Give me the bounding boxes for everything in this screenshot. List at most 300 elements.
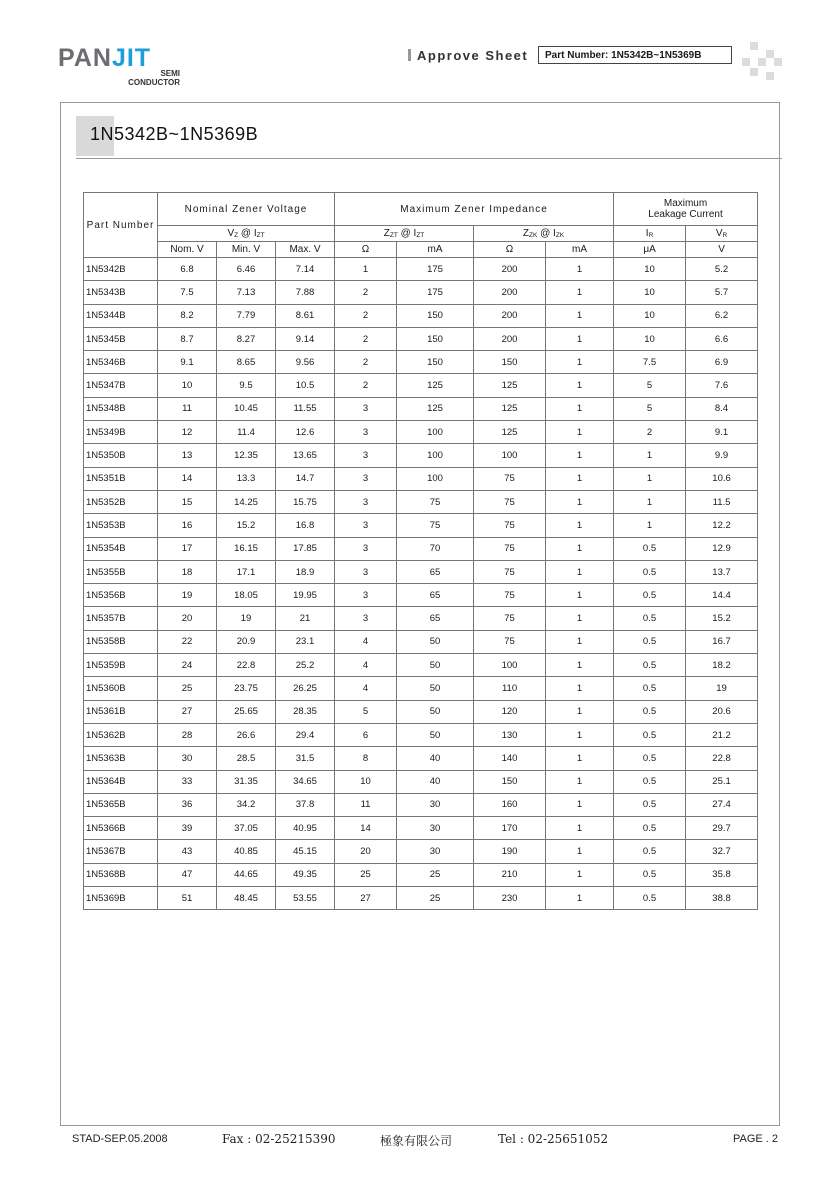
table-cell: 210 — [474, 863, 546, 886]
part-number-cell: 1N5357B — [84, 607, 158, 630]
table-cell: 1 — [546, 374, 614, 397]
table-cell: 20 — [158, 607, 217, 630]
table-cell: 15.2 — [686, 607, 758, 630]
table-row — [84, 630, 758, 653]
table-cell: 0.5 — [614, 584, 686, 607]
table-cell: 30 — [158, 747, 217, 770]
page-title: 1N5342B~1N5369B — [90, 124, 259, 144]
table-cell: 10 — [614, 327, 686, 350]
table-cell: 11 — [335, 793, 397, 816]
table-cell: 22 — [158, 630, 217, 653]
table-cell: 125 — [474, 397, 546, 420]
table-cell: 21.2 — [686, 723, 758, 746]
table-cell: 75 — [474, 560, 546, 583]
table-cell: 16.15 — [217, 537, 276, 560]
approve-sheet-label: Approve Sheet — [408, 48, 528, 63]
table-cell: 14 — [158, 467, 217, 490]
table-cell: 1 — [614, 490, 686, 513]
table-cell: 7.88 — [276, 281, 335, 304]
unit-cell: mA — [397, 242, 474, 258]
table-cell: 10.5 — [276, 374, 335, 397]
table-cell: 125 — [474, 374, 546, 397]
table-cell: 19.95 — [276, 584, 335, 607]
part-number-cell: 1N5345B — [84, 327, 158, 350]
table-cell: 3 — [335, 537, 397, 560]
table-cell: 50 — [397, 630, 474, 653]
table-cell: 1 — [614, 467, 686, 490]
part-number-cell: 1N5366B — [84, 817, 158, 840]
table-cell: 0.5 — [614, 630, 686, 653]
part-number-cell: 1N5360B — [84, 677, 158, 700]
table-cell: 14.7 — [276, 467, 335, 490]
zener-spec-table — [83, 192, 758, 910]
table-cell: 0.5 — [614, 863, 686, 886]
decorative-squares-icon — [742, 42, 782, 82]
table-row — [84, 887, 758, 910]
table-cell: 8.27 — [217, 327, 276, 350]
table-cell: 29.7 — [686, 817, 758, 840]
table-cell: 28.35 — [276, 700, 335, 723]
table-cell: 1 — [546, 723, 614, 746]
table-cell: 40.85 — [217, 840, 276, 863]
table-cell: 18.05 — [217, 584, 276, 607]
table-cell: 18.9 — [276, 560, 335, 583]
table-cell: 15 — [158, 490, 217, 513]
table-cell: 23.75 — [217, 677, 276, 700]
part-number-cell: 1N5350B — [84, 444, 158, 467]
unit-cell: Max. V — [276, 242, 335, 258]
table-cell: 1 — [335, 258, 397, 281]
table-row — [84, 700, 758, 723]
table-cell: 25 — [158, 677, 217, 700]
table-cell: 25 — [397, 863, 474, 886]
table-cell: 4 — [335, 630, 397, 653]
part-number-cell: 1N5349B — [84, 421, 158, 444]
table-cell: 0.5 — [614, 607, 686, 630]
table-cell: 13 — [158, 444, 217, 467]
table-cell: 36 — [158, 793, 217, 816]
table-cell: 5 — [335, 700, 397, 723]
table-cell: 32.7 — [686, 840, 758, 863]
table-cell: 2 — [614, 421, 686, 444]
table-row — [84, 490, 758, 513]
table-cell: 2 — [335, 281, 397, 304]
table-cell: 200 — [474, 281, 546, 304]
table-cell: 9.5 — [217, 374, 276, 397]
table-row — [84, 258, 758, 281]
table-row — [84, 770, 758, 793]
table-cell: 16.8 — [276, 514, 335, 537]
table-cell: 10 — [614, 281, 686, 304]
unit-cell: V — [686, 242, 758, 258]
table-cell: 8.4 — [686, 397, 758, 420]
table-cell: 190 — [474, 840, 546, 863]
unit-cell: Nom. V — [158, 242, 217, 258]
table-cell: 16.7 — [686, 630, 758, 653]
table-cell: 100 — [397, 467, 474, 490]
table-cell: 1 — [546, 560, 614, 583]
part-number-cell: 1N5351B — [84, 467, 158, 490]
table-cell: 30 — [397, 817, 474, 840]
table-cell: 175 — [397, 281, 474, 304]
table-cell: 0.5 — [614, 747, 686, 770]
table-cell: 11.55 — [276, 397, 335, 420]
table-cell: 175 — [397, 258, 474, 281]
table-row — [84, 607, 758, 630]
table-row — [84, 560, 758, 583]
table-row — [84, 723, 758, 746]
table-row — [84, 793, 758, 816]
table-cell: 120 — [474, 700, 546, 723]
header-part-number: Part Number — [84, 193, 158, 258]
table-cell: 1 — [546, 258, 614, 281]
table-row — [84, 863, 758, 886]
table-cell: 19 — [686, 677, 758, 700]
table-cell: 65 — [397, 607, 474, 630]
table-cell: 140 — [474, 747, 546, 770]
table-cell: 39 — [158, 817, 217, 840]
table-cell: 8.2 — [158, 304, 217, 327]
table-cell: 9.1 — [686, 421, 758, 444]
table-cell: 7.14 — [276, 258, 335, 281]
table-cell: 0.5 — [614, 817, 686, 840]
table-cell: 20.6 — [686, 700, 758, 723]
table-row — [84, 327, 758, 350]
table-cell: 150 — [474, 770, 546, 793]
table-cell: 31.5 — [276, 747, 335, 770]
table-cell: 23.1 — [276, 630, 335, 653]
table-cell: 10 — [335, 770, 397, 793]
table-cell: 16 — [158, 514, 217, 537]
table-cell: 6.9 — [686, 351, 758, 374]
table-cell: 12.6 — [276, 421, 335, 444]
table-row — [84, 444, 758, 467]
table-cell: 31.35 — [217, 770, 276, 793]
table-cell: 1 — [614, 444, 686, 467]
footer-fax: Fax : 02-25215390 — [222, 1132, 336, 1146]
table-cell: 100 — [474, 654, 546, 677]
table-cell: 7.5 — [614, 351, 686, 374]
table-cell: 160 — [474, 793, 546, 816]
table-cell: 1 — [546, 747, 614, 770]
part-number-box: Part Number: 1N5342B~1N5369B — [538, 46, 732, 64]
table-cell: 9.14 — [276, 327, 335, 350]
table-cell: 75 — [474, 537, 546, 560]
table-cell: 25.2 — [276, 654, 335, 677]
part-number-cell: 1N5365B — [84, 793, 158, 816]
table-cell: 75 — [474, 490, 546, 513]
part-number-cell: 1N5346B — [84, 351, 158, 374]
part-number-cell: 1N5353B — [84, 514, 158, 537]
table-cell: 18.2 — [686, 654, 758, 677]
unit-cell: μA — [614, 242, 686, 258]
table-cell: 150 — [397, 351, 474, 374]
table-cell: 200 — [474, 304, 546, 327]
table-cell: 1 — [546, 444, 614, 467]
table-cell: 28.5 — [217, 747, 276, 770]
table-cell: 27 — [335, 887, 397, 910]
table-cell: 3 — [335, 584, 397, 607]
table-cell: 3 — [335, 421, 397, 444]
table-cell: 7.6 — [686, 374, 758, 397]
table-cell: 25 — [397, 887, 474, 910]
table-cell: 17.85 — [276, 537, 335, 560]
table-cell: 25.65 — [217, 700, 276, 723]
table-cell: 35.8 — [686, 863, 758, 886]
table-cell: 3 — [335, 607, 397, 630]
table-cell: 200 — [474, 258, 546, 281]
table-cell: 125 — [397, 397, 474, 420]
table-cell: 6.6 — [686, 327, 758, 350]
table-cell: 1 — [546, 537, 614, 560]
table-cell: 3 — [335, 490, 397, 513]
table-row — [84, 537, 758, 560]
table-cell: 20 — [335, 840, 397, 863]
table-cell: 25 — [335, 863, 397, 886]
table-cell: 44.65 — [217, 863, 276, 886]
table-cell: 28 — [158, 723, 217, 746]
table-cell: 130 — [474, 723, 546, 746]
table-cell: 75 — [474, 514, 546, 537]
table-cell: 7.79 — [217, 304, 276, 327]
table-row — [84, 467, 758, 490]
table-cell: 37.8 — [276, 793, 335, 816]
part-number-cell: 1N5348B — [84, 397, 158, 420]
table-cell: 12.9 — [686, 537, 758, 560]
table-cell: 47 — [158, 863, 217, 886]
table-cell: 3 — [335, 397, 397, 420]
table-cell: 25.1 — [686, 770, 758, 793]
table-cell: 10 — [158, 374, 217, 397]
table-cell: 1 — [546, 793, 614, 816]
table-row — [84, 304, 758, 327]
table-cell: 34.2 — [217, 793, 276, 816]
table-cell: 1 — [546, 514, 614, 537]
table-cell: 2 — [335, 304, 397, 327]
table-cell: 30 — [397, 840, 474, 863]
logo-wordmark: PANJIT — [58, 44, 152, 72]
table-cell: 1 — [546, 421, 614, 444]
table-cell: 10.45 — [217, 397, 276, 420]
table-cell: 50 — [397, 723, 474, 746]
table-cell: 22.8 — [217, 654, 276, 677]
table-cell: 75 — [474, 630, 546, 653]
part-number-cell: 1N5358B — [84, 630, 158, 653]
table-cell: 14 — [335, 817, 397, 840]
table-cell: 150 — [474, 351, 546, 374]
part-number-cell: 1N5368B — [84, 863, 158, 886]
table-cell: 20.9 — [217, 630, 276, 653]
table-cell: 53.55 — [276, 887, 335, 910]
table-cell: 38.8 — [686, 887, 758, 910]
table-cell: 49.35 — [276, 863, 335, 886]
table-cell: 12.2 — [686, 514, 758, 537]
table-row — [84, 421, 758, 444]
table-cell: 3 — [335, 514, 397, 537]
table-cell: 34.65 — [276, 770, 335, 793]
table-cell: 13.7 — [686, 560, 758, 583]
table-cell: 45.15 — [276, 840, 335, 863]
table-cell: 3 — [335, 560, 397, 583]
table-cell: 2 — [335, 327, 397, 350]
table-cell: 37.05 — [217, 817, 276, 840]
part-number-cell: 1N5359B — [84, 654, 158, 677]
table-cell: 10 — [614, 258, 686, 281]
table-cell: 4 — [335, 677, 397, 700]
table-cell: 15.75 — [276, 490, 335, 513]
unit-cell: Ω — [335, 242, 397, 258]
table-cell: 12.35 — [217, 444, 276, 467]
table-cell: 40 — [397, 747, 474, 770]
table-row — [84, 654, 758, 677]
part-number-cell: 1N5344B — [84, 304, 158, 327]
table-cell: 5.7 — [686, 281, 758, 304]
table-cell: 170 — [474, 817, 546, 840]
table-cell: 15.2 — [217, 514, 276, 537]
table-cell: 0.5 — [614, 723, 686, 746]
table-cell: 3 — [335, 467, 397, 490]
table-cell: 26.25 — [276, 677, 335, 700]
table-cell: 75 — [397, 490, 474, 513]
table-cell: 14.25 — [217, 490, 276, 513]
part-number-cell: 1N5367B — [84, 840, 158, 863]
table-cell: 30 — [397, 793, 474, 816]
table-cell: 5 — [614, 374, 686, 397]
table-cell: 0.5 — [614, 537, 686, 560]
table-cell: 9.9 — [686, 444, 758, 467]
table-cell: 1 — [546, 467, 614, 490]
table-cell: 0.5 — [614, 770, 686, 793]
part-number-cell: 1N5362B — [84, 723, 158, 746]
table-cell: 100 — [397, 444, 474, 467]
table-cell: 1 — [546, 490, 614, 513]
table-cell: 1 — [546, 770, 614, 793]
table-cell: 4 — [335, 654, 397, 677]
table-cell: 6.8 — [158, 258, 217, 281]
table-cell: 17 — [158, 537, 217, 560]
table-cell: 0.5 — [614, 887, 686, 910]
table-row — [84, 397, 758, 420]
part-number-cell: 1N5343B — [84, 281, 158, 304]
table-cell: 22.8 — [686, 747, 758, 770]
table-cell: 5.2 — [686, 258, 758, 281]
table-cell: 230 — [474, 887, 546, 910]
table-cell: 1 — [546, 584, 614, 607]
table-cell: 19 — [158, 584, 217, 607]
table-cell: 6.46 — [217, 258, 276, 281]
table-cell: 51 — [158, 887, 217, 910]
table-cell: 0.5 — [614, 560, 686, 583]
symbol-vr: $V_R$ — [686, 226, 758, 242]
table-cell: 150 — [397, 327, 474, 350]
table-cell: 125 — [474, 421, 546, 444]
symbol-zzt-izt: $Z_{ZT}$ @ $I_{ZT}$ — [335, 226, 474, 242]
unit-cell: mA — [546, 242, 614, 258]
table-cell: 0.5 — [614, 677, 686, 700]
table-row — [84, 351, 758, 374]
table-row — [84, 514, 758, 537]
table-cell: 48.45 — [217, 887, 276, 910]
table-cell: 10.6 — [686, 467, 758, 490]
table-row — [84, 840, 758, 863]
table-cell: 125 — [397, 374, 474, 397]
table-cell: 50 — [397, 700, 474, 723]
part-number-cell: 1N5342B — [84, 258, 158, 281]
table-cell: 2 — [335, 374, 397, 397]
table-cell: 70 — [397, 537, 474, 560]
table-cell: 0.5 — [614, 700, 686, 723]
table-cell: 65 — [397, 584, 474, 607]
symbol-vz-izt: $V_Z$ @ $I_{ZT}$ — [158, 226, 335, 242]
table-cell: 11.4 — [217, 421, 276, 444]
table-cell: 3 — [335, 444, 397, 467]
table-cell: 1 — [546, 887, 614, 910]
table-cell: 75 — [474, 467, 546, 490]
table-cell: 40.95 — [276, 817, 335, 840]
table-body — [84, 258, 758, 910]
table-cell: 7.5 — [158, 281, 217, 304]
table-cell: 10 — [614, 304, 686, 327]
table-cell: 24 — [158, 654, 217, 677]
table-cell: 150 — [397, 304, 474, 327]
table-cell: 13.3 — [217, 467, 276, 490]
table-cell: 14.4 — [686, 584, 758, 607]
table-cell: 1 — [546, 630, 614, 653]
table-cell: 8.61 — [276, 304, 335, 327]
table-row — [84, 747, 758, 770]
table-cell: 19 — [217, 607, 276, 630]
table-cell: 9.1 — [158, 351, 217, 374]
table-cell: 6.2 — [686, 304, 758, 327]
part-number-cell: 1N5361B — [84, 700, 158, 723]
unit-cell: Ω — [474, 242, 546, 258]
table-cell: 0.5 — [614, 654, 686, 677]
part-number-cell: 1N5354B — [84, 537, 158, 560]
table-cell: 6 — [335, 723, 397, 746]
table-cell: 1 — [546, 863, 614, 886]
logo-subtitle: SEMI CONDUCTOR — [128, 69, 180, 87]
unit-cell: Min. V — [217, 242, 276, 258]
table-cell: 75 — [397, 514, 474, 537]
part-number-cell: 1N5355B — [84, 560, 158, 583]
table-cell: 8 — [335, 747, 397, 770]
part-number-cell: 1N5347B — [84, 374, 158, 397]
table-cell: 1 — [546, 327, 614, 350]
part-number-cell: 1N5363B — [84, 747, 158, 770]
table-cell: 12 — [158, 421, 217, 444]
table-cell: 43 — [158, 840, 217, 863]
table-cell: 11 — [158, 397, 217, 420]
table-cell: 7.13 — [217, 281, 276, 304]
table-cell: 110 — [474, 677, 546, 700]
header-nominal-voltage: Nominal Zener Voltage — [158, 193, 335, 226]
table-cell: 1 — [546, 677, 614, 700]
table-cell: 11.5 — [686, 490, 758, 513]
table-cell: 29.4 — [276, 723, 335, 746]
table-cell: 1 — [546, 817, 614, 840]
table-cell: 18 — [158, 560, 217, 583]
table-cell: 1 — [546, 700, 614, 723]
header-leakage-current: Maximum Leakage Current — [614, 193, 758, 226]
symbol-ir: $I_R$ — [614, 226, 686, 242]
table-row — [84, 281, 758, 304]
table-cell: 200 — [474, 327, 546, 350]
table-cell: 21 — [276, 607, 335, 630]
table-row — [84, 374, 758, 397]
table-cell: 8.7 — [158, 327, 217, 350]
table-cell: 75 — [474, 584, 546, 607]
table-cell: 100 — [474, 444, 546, 467]
